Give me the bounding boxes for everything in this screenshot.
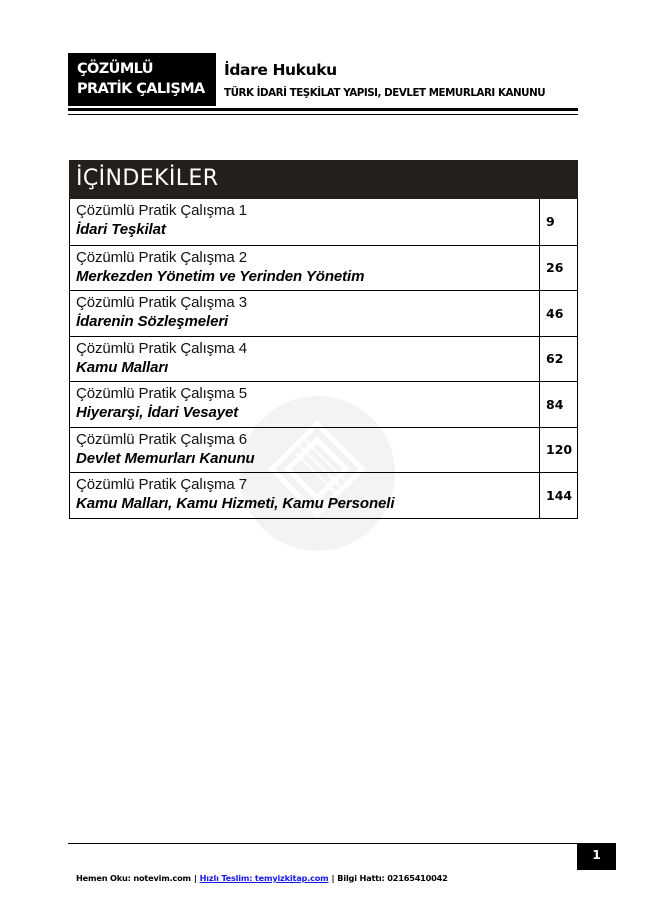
toc-entry-text <box>70 199 539 245</box>
footer-delivery-link[interactable]: Hızlı Teslim: temyizkitap.com <box>199 873 329 883</box>
header-divider-thick <box>68 108 578 111</box>
header-divider-thin <box>68 114 578 115</box>
book-subtitle: TÜRK İDARİ TEŞKİLAT YAPISI, DEVLET MEMURLARI KANUNU <box>224 87 546 99</box>
book-title: İdare Hukuku <box>224 61 337 79</box>
page-number: 1 <box>577 843 616 870</box>
toc-page-number: 120 <box>539 428 577 473</box>
footer-separator: | <box>331 873 335 883</box>
toc-page-number: 46 <box>539 291 577 336</box>
toc-entry-text <box>70 473 539 518</box>
toc-page-number: 84 <box>539 382 577 427</box>
toc-table <box>69 199 578 519</box>
toc-entry-topic: Kamu Malları, Kamu Hizmeti, Kamu Personeli <box>76 495 395 512</box>
footer-separator: | <box>193 873 197 883</box>
toc-entry-topic: Devlet Memurları Kanunu <box>76 449 255 467</box>
toc-entry-topic: Merkezden Yönetim ve Yerinden Yönetim <box>76 267 365 285</box>
footer-divider <box>68 843 616 844</box>
toc-entry-text <box>70 428 539 473</box>
toc-page-number: 144 <box>539 473 577 518</box>
toc-row[interactable] <box>70 336 577 382</box>
table-of-contents <box>69 160 578 519</box>
toc-entry-topic: İdari Teşkilat <box>76 221 166 238</box>
series-badge <box>68 53 216 106</box>
toc-entry-number: Çözümlü Pratik Çalışma 3 <box>76 294 247 311</box>
toc-entry-text <box>70 382 539 427</box>
toc-row[interactable] <box>70 245 577 291</box>
toc-row[interactable] <box>70 381 577 427</box>
toc-entry-topic: Hiyerarşi, İdari Vesayet <box>76 404 239 421</box>
toc-entry-number: Çözümlü Pratik Çalışma 6 <box>76 430 247 448</box>
series-badge-line1: ÇÖZÜMLÜ <box>77 61 153 77</box>
toc-row[interactable] <box>70 199 577 245</box>
toc-entry-number: Çözümlü Pratik Çalışma 4 <box>76 339 247 357</box>
footer-links <box>76 873 448 883</box>
toc-entry-number: Çözümlü Pratik Çalışma 2 <box>76 248 247 266</box>
toc-entry-topic: Kamu Malları <box>76 358 169 376</box>
toc-entry-text <box>70 291 539 336</box>
toc-page-number: 26 <box>539 246 577 291</box>
toc-heading: İÇİNDEKİLER <box>69 160 578 199</box>
toc-entry-text <box>70 337 539 382</box>
toc-entry-number: Çözümlü Pratik Çalışma 1 <box>76 202 247 219</box>
footer-hotline: Bilgi Hattı: 02165410042 <box>337 873 448 883</box>
toc-row[interactable] <box>70 472 577 518</box>
toc-row[interactable] <box>70 290 577 336</box>
toc-row[interactable] <box>70 427 577 473</box>
toc-entry-number: Çözümlü Pratik Çalışma 5 <box>76 385 247 402</box>
toc-entry-number: Çözümlü Pratik Çalışma 7 <box>76 476 247 493</box>
toc-entry-text <box>70 246 539 291</box>
footer-read-link[interactable]: Hemen Oku: notevim.com <box>76 873 191 883</box>
series-badge-line2: PRATİK ÇALIŞMA <box>77 81 205 97</box>
toc-page-number: 62 <box>539 337 577 382</box>
toc-page-number: 9 <box>539 199 577 245</box>
toc-entry-topic: İdarenin Sözleşmeleri <box>76 313 229 330</box>
